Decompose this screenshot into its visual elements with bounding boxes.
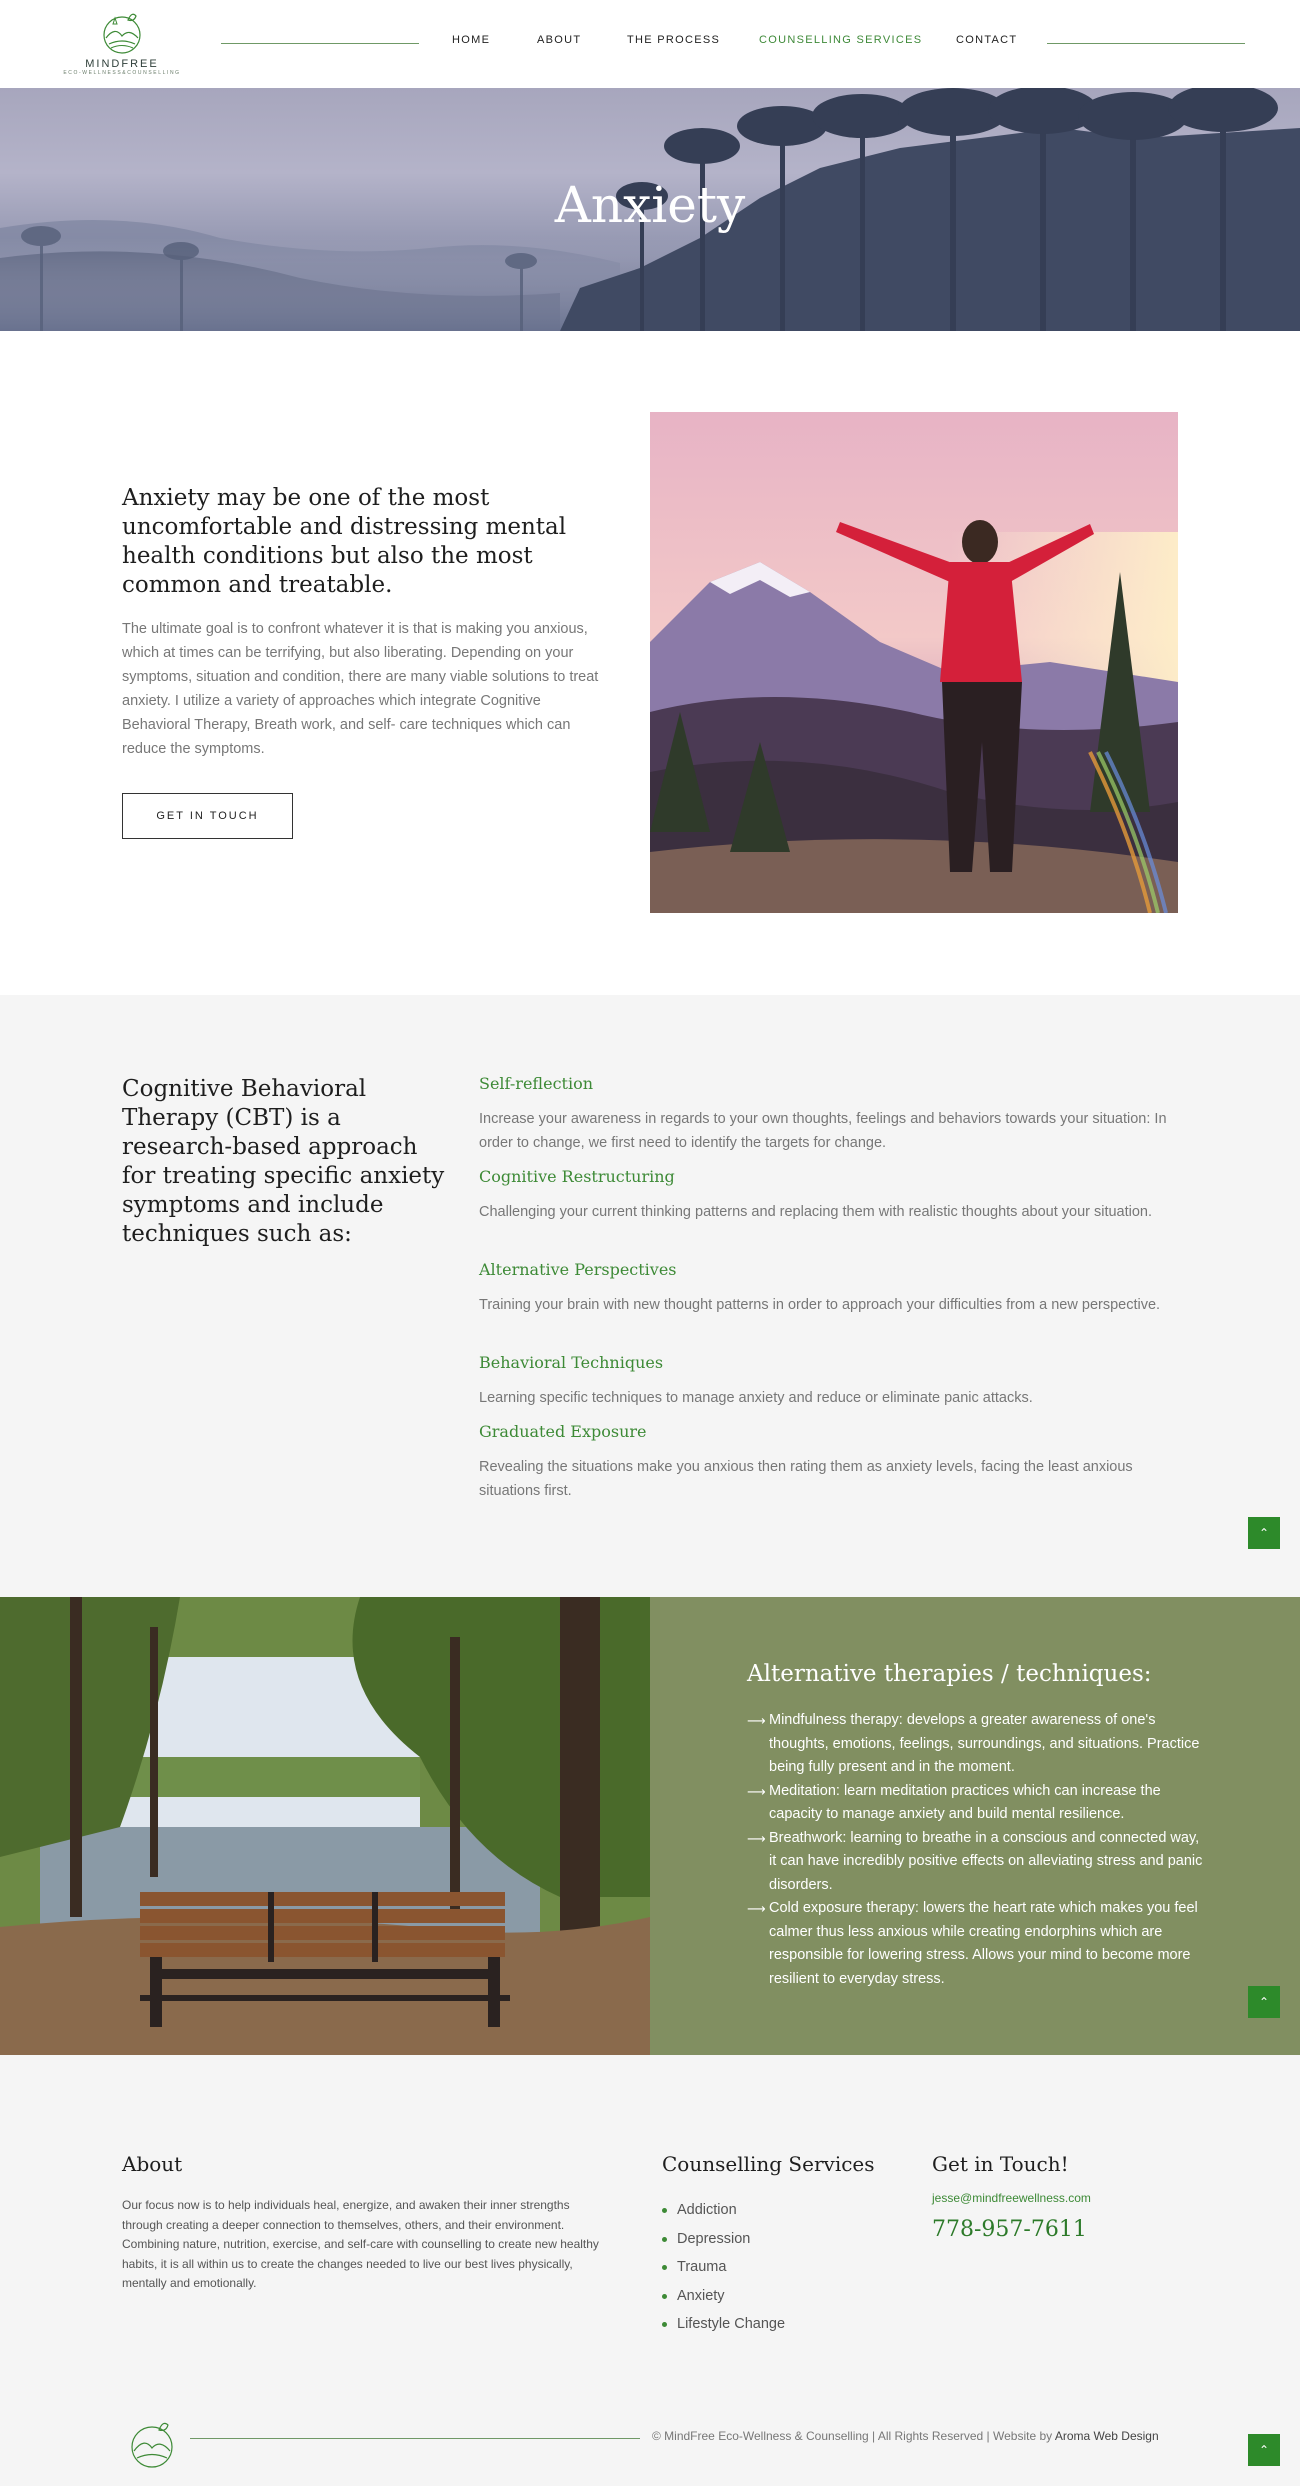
cbt-item bbox=[479, 1353, 1179, 1410]
cbt-item-title: Behavioral Techniques bbox=[479, 1353, 664, 1372]
intro-body-text: The ultimate goal is to confront whatever it is that is making you anxious, which at times can be terrifying, but also liberating. Depending on your symptoms, situation and condition, there are many viable solutions to treat anxiety. I utilize a variety of approaches which integrate Cognitive Behavioral Therapy, Breath work, and self- care techniques which can reduce the symptoms. bbox=[122, 621, 599, 757]
list-item bbox=[747, 1827, 1207, 1898]
copyright-text bbox=[652, 2429, 1159, 2443]
cbt-item bbox=[479, 1074, 1179, 1155]
footer-contact-title: Get in Touch! bbox=[932, 2152, 1069, 2176]
site-logo[interactable] bbox=[60, 8, 184, 80]
cbt-item-text: Revealing the situations make you anxious then rating them as anxiety levels, facing the least anxious situations first. bbox=[479, 1459, 1133, 1499]
cbt-section bbox=[0, 995, 1300, 1597]
web-design-credit-link[interactable]: Aroma Web Design bbox=[1054, 2429, 1159, 2443]
cbt-item-title: Alternative Perspectives bbox=[479, 1260, 677, 1279]
cbt-item-title: Self-reflection bbox=[479, 1074, 594, 1093]
chevron-up-icon: ⌃ bbox=[1258, 1995, 1270, 2009]
phone-link[interactable]: 778-957-7611 bbox=[932, 2217, 1087, 2242]
footer-service-link[interactable]: Anxiety bbox=[662, 2282, 785, 2311]
cbt-item-title: Graduated Exposure bbox=[479, 1422, 647, 1441]
list-item-text: Mindfulness therapy: develops a greater awareness of one's thoughts, emotions, feelings, surroundings, and situations. Practice being fully present and in the moment. bbox=[769, 1712, 1200, 1775]
footer-divider bbox=[190, 2438, 640, 2439]
page-title: Anxiety bbox=[554, 176, 746, 234]
arrow-right-icon: ⟶ bbox=[747, 1830, 766, 1846]
cbt-item-text: Increase your awareness in regards to your own thoughts, feelings and behaviors towards your situation: In order to change, we first need to identify the targets for change. bbox=[479, 1111, 1167, 1151]
hero-banner bbox=[0, 88, 1300, 331]
list-item bbox=[747, 1780, 1207, 1827]
back-to-top-button[interactable] bbox=[1248, 1986, 1280, 2018]
cbt-heading: Cognitive Behavioral Therapy (CBT) is a research-based approach for treating specific anxiety symptoms and include techniques such as: bbox=[122, 1076, 445, 1247]
nav-contact[interactable]: CONTACT bbox=[956, 34, 1018, 46]
alternative-therapies-title: Alternative therapies / techniques: bbox=[747, 1661, 1152, 1687]
footer-services-title: Counselling Services bbox=[662, 2152, 875, 2176]
nav-divider-right bbox=[1047, 43, 1245, 44]
list-item bbox=[747, 1709, 1207, 1780]
footer-service-link[interactable]: Trauma bbox=[662, 2253, 785, 2282]
site-footer bbox=[0, 2055, 1300, 2486]
nav-about[interactable]: ABOUT bbox=[537, 34, 582, 46]
footer-about-text: Our focus now is to help individuals heal, energize, and awaken their inner strengths through creating a deeper connection to themselves, others, and their environment. Combining nature, nutrition, exercise, and self-care with counselling to create new healthy habits, it is all within us to create the changes needed to live our best lives physically, mentally and emotionally. bbox=[122, 2198, 599, 2290]
nav-counselling-services[interactable]: COUNSELLING SERVICES bbox=[759, 34, 923, 46]
footer-service-link[interactable]: Lifestyle Change bbox=[662, 2310, 785, 2339]
site-header bbox=[0, 0, 1300, 88]
park-bench-image bbox=[0, 1597, 650, 2055]
logo-brand-text: MINDFREE bbox=[85, 58, 159, 70]
cbt-item bbox=[479, 1422, 1179, 1503]
chevron-up-icon: ⌃ bbox=[1258, 2443, 1270, 2457]
footer-service-link[interactable]: Addiction bbox=[662, 2196, 785, 2225]
nav-home[interactable]: HOME bbox=[452, 34, 491, 46]
email-link[interactable]: jesse@mindfreewellness.com bbox=[932, 2191, 1091, 2205]
logo-mark-icon bbox=[97, 8, 147, 56]
main-nav bbox=[420, 34, 1060, 54]
logo-tagline-text: ECO-WELLNESS&COUNSELLING bbox=[63, 70, 181, 76]
woman-on-mountain-image bbox=[650, 412, 1178, 913]
alternative-therapies-section bbox=[0, 1597, 1300, 2055]
cbt-item-title: Cognitive Restructuring bbox=[479, 1167, 675, 1186]
get-in-touch-button[interactable]: GET IN TOUCH bbox=[122, 793, 293, 839]
list-item-text: Meditation: learn meditation practices which can increase the capacity to manage anxiety and build mental resilience. bbox=[769, 1782, 1161, 1822]
intro-heading: Anxiety may be one of the most uncomfortable and distressing mental health conditions but also the most common and treatable. bbox=[122, 485, 567, 598]
list-item-text: Cold exposure therapy: lowers the heart rate which makes you feel calmer thus less anxious while creating endorphins which are responsible for lowering stress. Allows your mind to become more resilient to everyday stress. bbox=[769, 1900, 1198, 1987]
nav-divider-left bbox=[221, 43, 419, 44]
cbt-item bbox=[479, 1167, 1179, 1224]
cbt-item-text: Training your brain with new thought patterns in order to approach your difficulties from a new perspective. bbox=[479, 1297, 1161, 1313]
back-to-top-button[interactable] bbox=[1248, 1517, 1280, 1549]
back-to-top-button[interactable] bbox=[1248, 2434, 1280, 2466]
footer-logo-icon[interactable] bbox=[124, 2415, 180, 2471]
arrow-right-icon: ⟶ bbox=[747, 1783, 766, 1799]
cbt-item bbox=[479, 1260, 1179, 1317]
nav-the-process[interactable]: THE PROCESS bbox=[627, 34, 721, 46]
list-item-text: Breathwork: learning to breathe in a conscious and connected way, it can have incredibly positive effects on alleviating stress and panic disorders. bbox=[769, 1829, 1203, 1893]
arrow-right-icon: ⟶ bbox=[747, 1901, 766, 1916]
copyright-label: © MindFree Eco-Wellness & Counselling | All Rights Reserved | Website by bbox=[652, 2429, 1055, 2443]
list-item bbox=[747, 1897, 1207, 1991]
footer-about-title: About bbox=[122, 2152, 183, 2176]
chevron-up-icon: ⌃ bbox=[1258, 1526, 1270, 1540]
cbt-item-text: Learning specific techniques to manage anxiety and reduce or eliminate panic attacks. bbox=[479, 1390, 1033, 1406]
arrow-right-icon: ⟶ bbox=[747, 1713, 766, 1728]
footer-service-link[interactable]: Depression bbox=[662, 2225, 785, 2254]
alternative-therapies-panel bbox=[650, 1597, 1300, 2055]
alternative-therapies-list bbox=[747, 1709, 1207, 1991]
footer-services-list bbox=[662, 2196, 785, 2339]
cbt-item-text: Challenging your current thinking patterns and replacing them with realistic thoughts about your situation. bbox=[479, 1204, 1153, 1220]
